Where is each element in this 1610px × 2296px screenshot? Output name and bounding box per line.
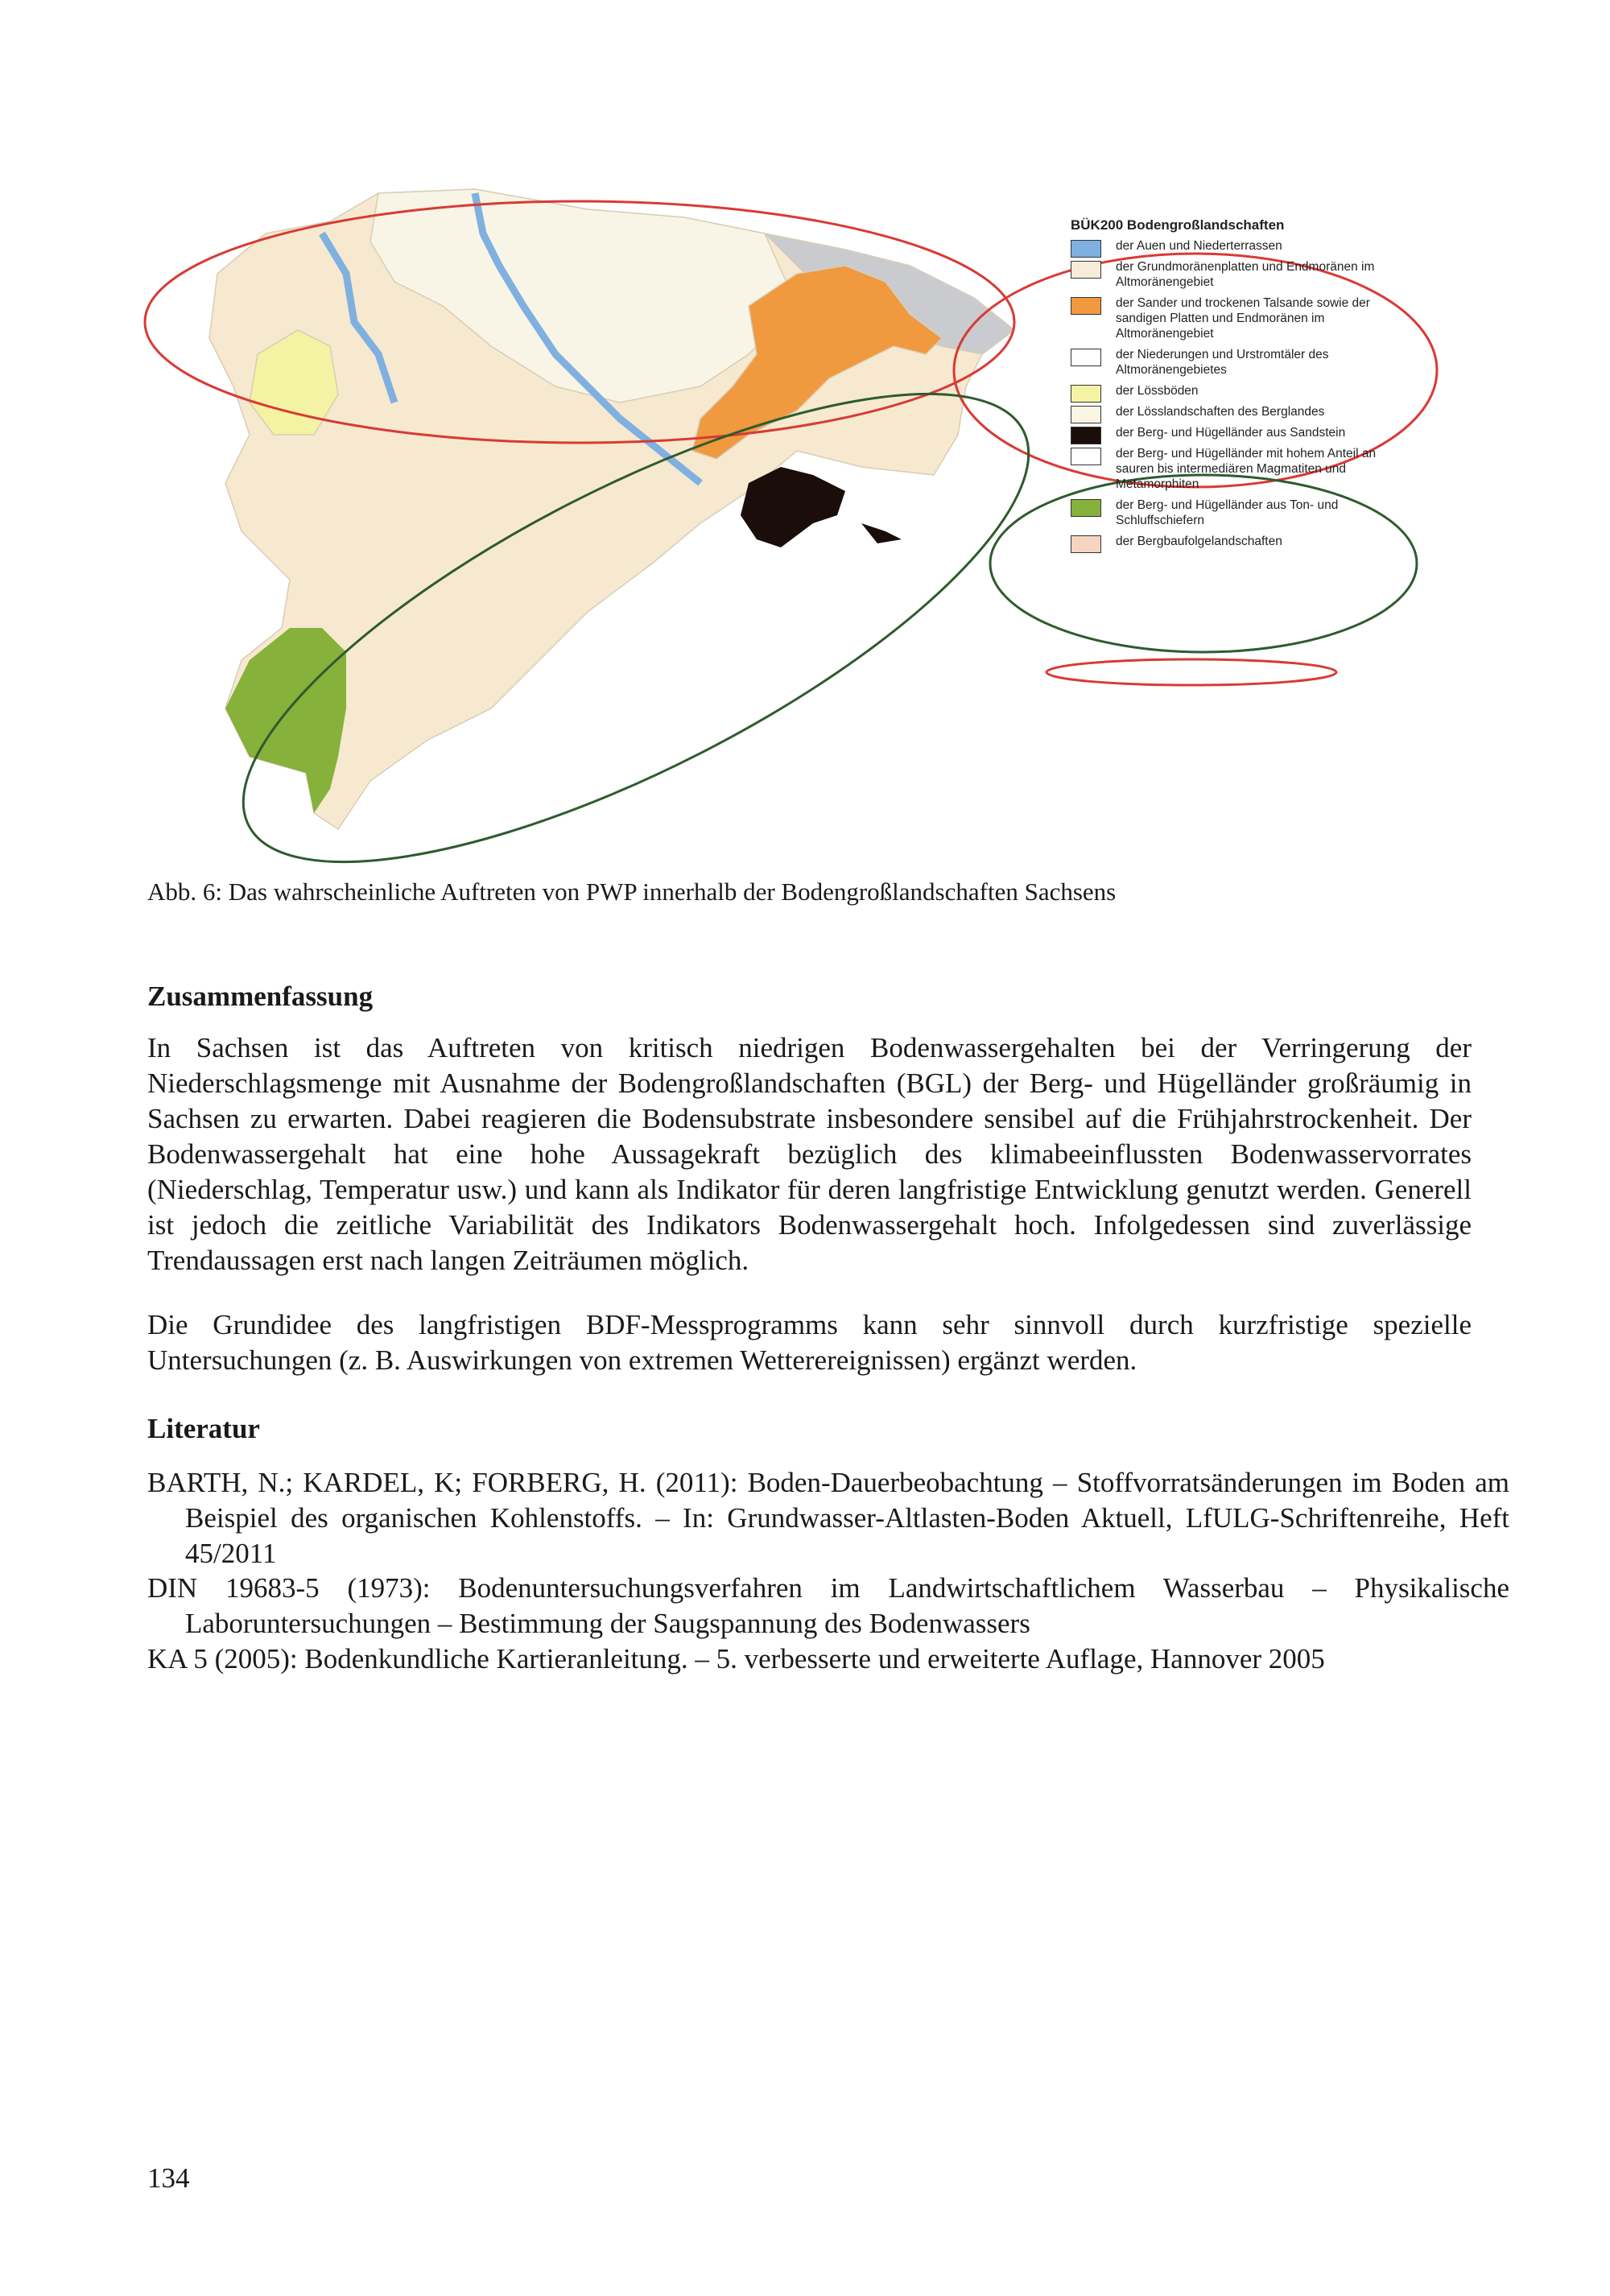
page-number: 134 <box>147 2162 190 2194</box>
legend-swatch <box>1071 349 1101 366</box>
legend-swatch <box>1071 499 1101 517</box>
reference-item: DIN 19683-5 (1973): Bodenuntersuchungsverfahren im Landwirtschaftlichem Wasserbau – Physikalische Laboruntersuchungen – Bestimmung der Saugspannung des Bodenwassers <box>147 1572 1509 1639</box>
legend-label: der Sander und trockenen Talsande sowie der sandigen Platten und Endmoränen im Altmoränengebiet <box>1116 296 1370 341</box>
legend-label: der Berg- und Hügelländer mit hohem Anteil an sauren bis intermediären Magmatiten und Metamorphiten <box>1116 447 1377 491</box>
legend-label: der Berg- und Hügelländer aus Sandstein <box>1116 426 1346 440</box>
map-sandstone <box>741 467 902 547</box>
legend-item <box>1071 238 1409 254</box>
legend-label: der Grundmoränenplatten und Endmoränen im Altmoränengebiet <box>1116 260 1375 289</box>
legend-swatch <box>1071 385 1101 403</box>
legend-item <box>1071 295 1409 341</box>
legend-title: BÜK200 Bodengroßlandschaften <box>1071 217 1285 233</box>
legend-swatch <box>1071 261 1101 279</box>
figure-caption: Abb. 6: Das wahrscheinliche Auftreten von PWP innerhalb der Bodengroßlandschaften Sachsens <box>147 878 1117 906</box>
literature-heading: Literatur <box>147 1413 260 1444</box>
legend-item <box>1071 383 1409 398</box>
legend-label: der Lösslandschaften des Berglandes <box>1116 405 1325 419</box>
legend-swatch <box>1071 240 1101 258</box>
legend-swatch <box>1071 448 1101 465</box>
legend-item <box>1071 259 1409 290</box>
legend-label: der Lössböden <box>1116 384 1199 398</box>
highlight-red-mining <box>1046 659 1336 685</box>
reference-item: KA 5 (2005): Bodenkundliche Kartieranleitung. – 5. verbesserte und erweiterte Auflage, Hannover 2005 <box>147 1643 1325 1675</box>
legend-swatch <box>1071 535 1101 553</box>
legend-label: der Berg- und Hügelländer aus Ton- und Schluffschiefern <box>1116 498 1339 527</box>
legend-item <box>1071 498 1409 528</box>
legend-label: der Auen und Niederterrassen <box>1116 239 1282 253</box>
map-legend <box>1071 217 1409 555</box>
summary-paragraph-2: Die Grundidee des langfristigen BDF-Messprogramms kann sehr sinnvoll durch kurzfristige spezielle Untersuchungen (z. B. Auswirkungen von extremen Wetterereignissen) ergänzt werden. <box>147 1309 1472 1376</box>
summary-heading: Zusammenfassung <box>147 981 374 1012</box>
map-schist <box>225 628 346 813</box>
legend-label: der Niederungen und Urstromtäler des Altmoränengebietes <box>1116 348 1329 377</box>
legend-item <box>1071 404 1409 419</box>
legend-item <box>1071 347 1409 378</box>
reference-item: BARTH, N.; KARDEL, K; FORBERG, H. (2011): Boden-Dauerbeobachtung – Stoffvorratsänderungen im Boden am Beispiel des organischen Kohlenstoffs. – In: Grundwasser-Altlasten-Boden Aktuell, LfULG-Schriftenreihe, Heft 45/2011 <box>147 1467 1509 1569</box>
legend-label: der Bergbaufolgelandschaften <box>1116 535 1282 548</box>
legend-item <box>1071 446 1409 492</box>
legend-item <box>1071 534 1409 549</box>
legend-item <box>1071 425 1409 440</box>
summary-paragraph-1: In Sachsen ist das Auftreten von kritisch niedrigen Bodenwassergehalten bei der Verringerung der Niederschlagsmenge mit Ausnahme der Bodengroßlandschaften (BGL) der Berg- und Hügelländer großräumig in Sachsen zu erwarten. Dabei reagieren die Bodensubstrate insbesondere sensibel auf die Frühjahrstrockenheit. Der Bodenwassergehalt hat eine hohe Aussagekraft bezüglich des klimabeeinflussten Bodenwasservorrates (Niederschlag, Temperatur usw.) und kann als Indikator für deren langfristige Entwicklung genutzt werden. Generell ist jedoch die zeitliche Variabilität des Indikators Bodenwassergehalt hoch. Infolgedessen sind zuverlässige Trendaussagen erst nach langen Zeiträumen möglich. <box>147 1032 1472 1276</box>
legend-swatch <box>1071 406 1101 423</box>
legend-swatch <box>1071 297 1101 315</box>
soil-landscape-figure <box>137 145 1441 869</box>
legend-swatch <box>1071 427 1101 444</box>
legend-list <box>1071 238 1409 549</box>
